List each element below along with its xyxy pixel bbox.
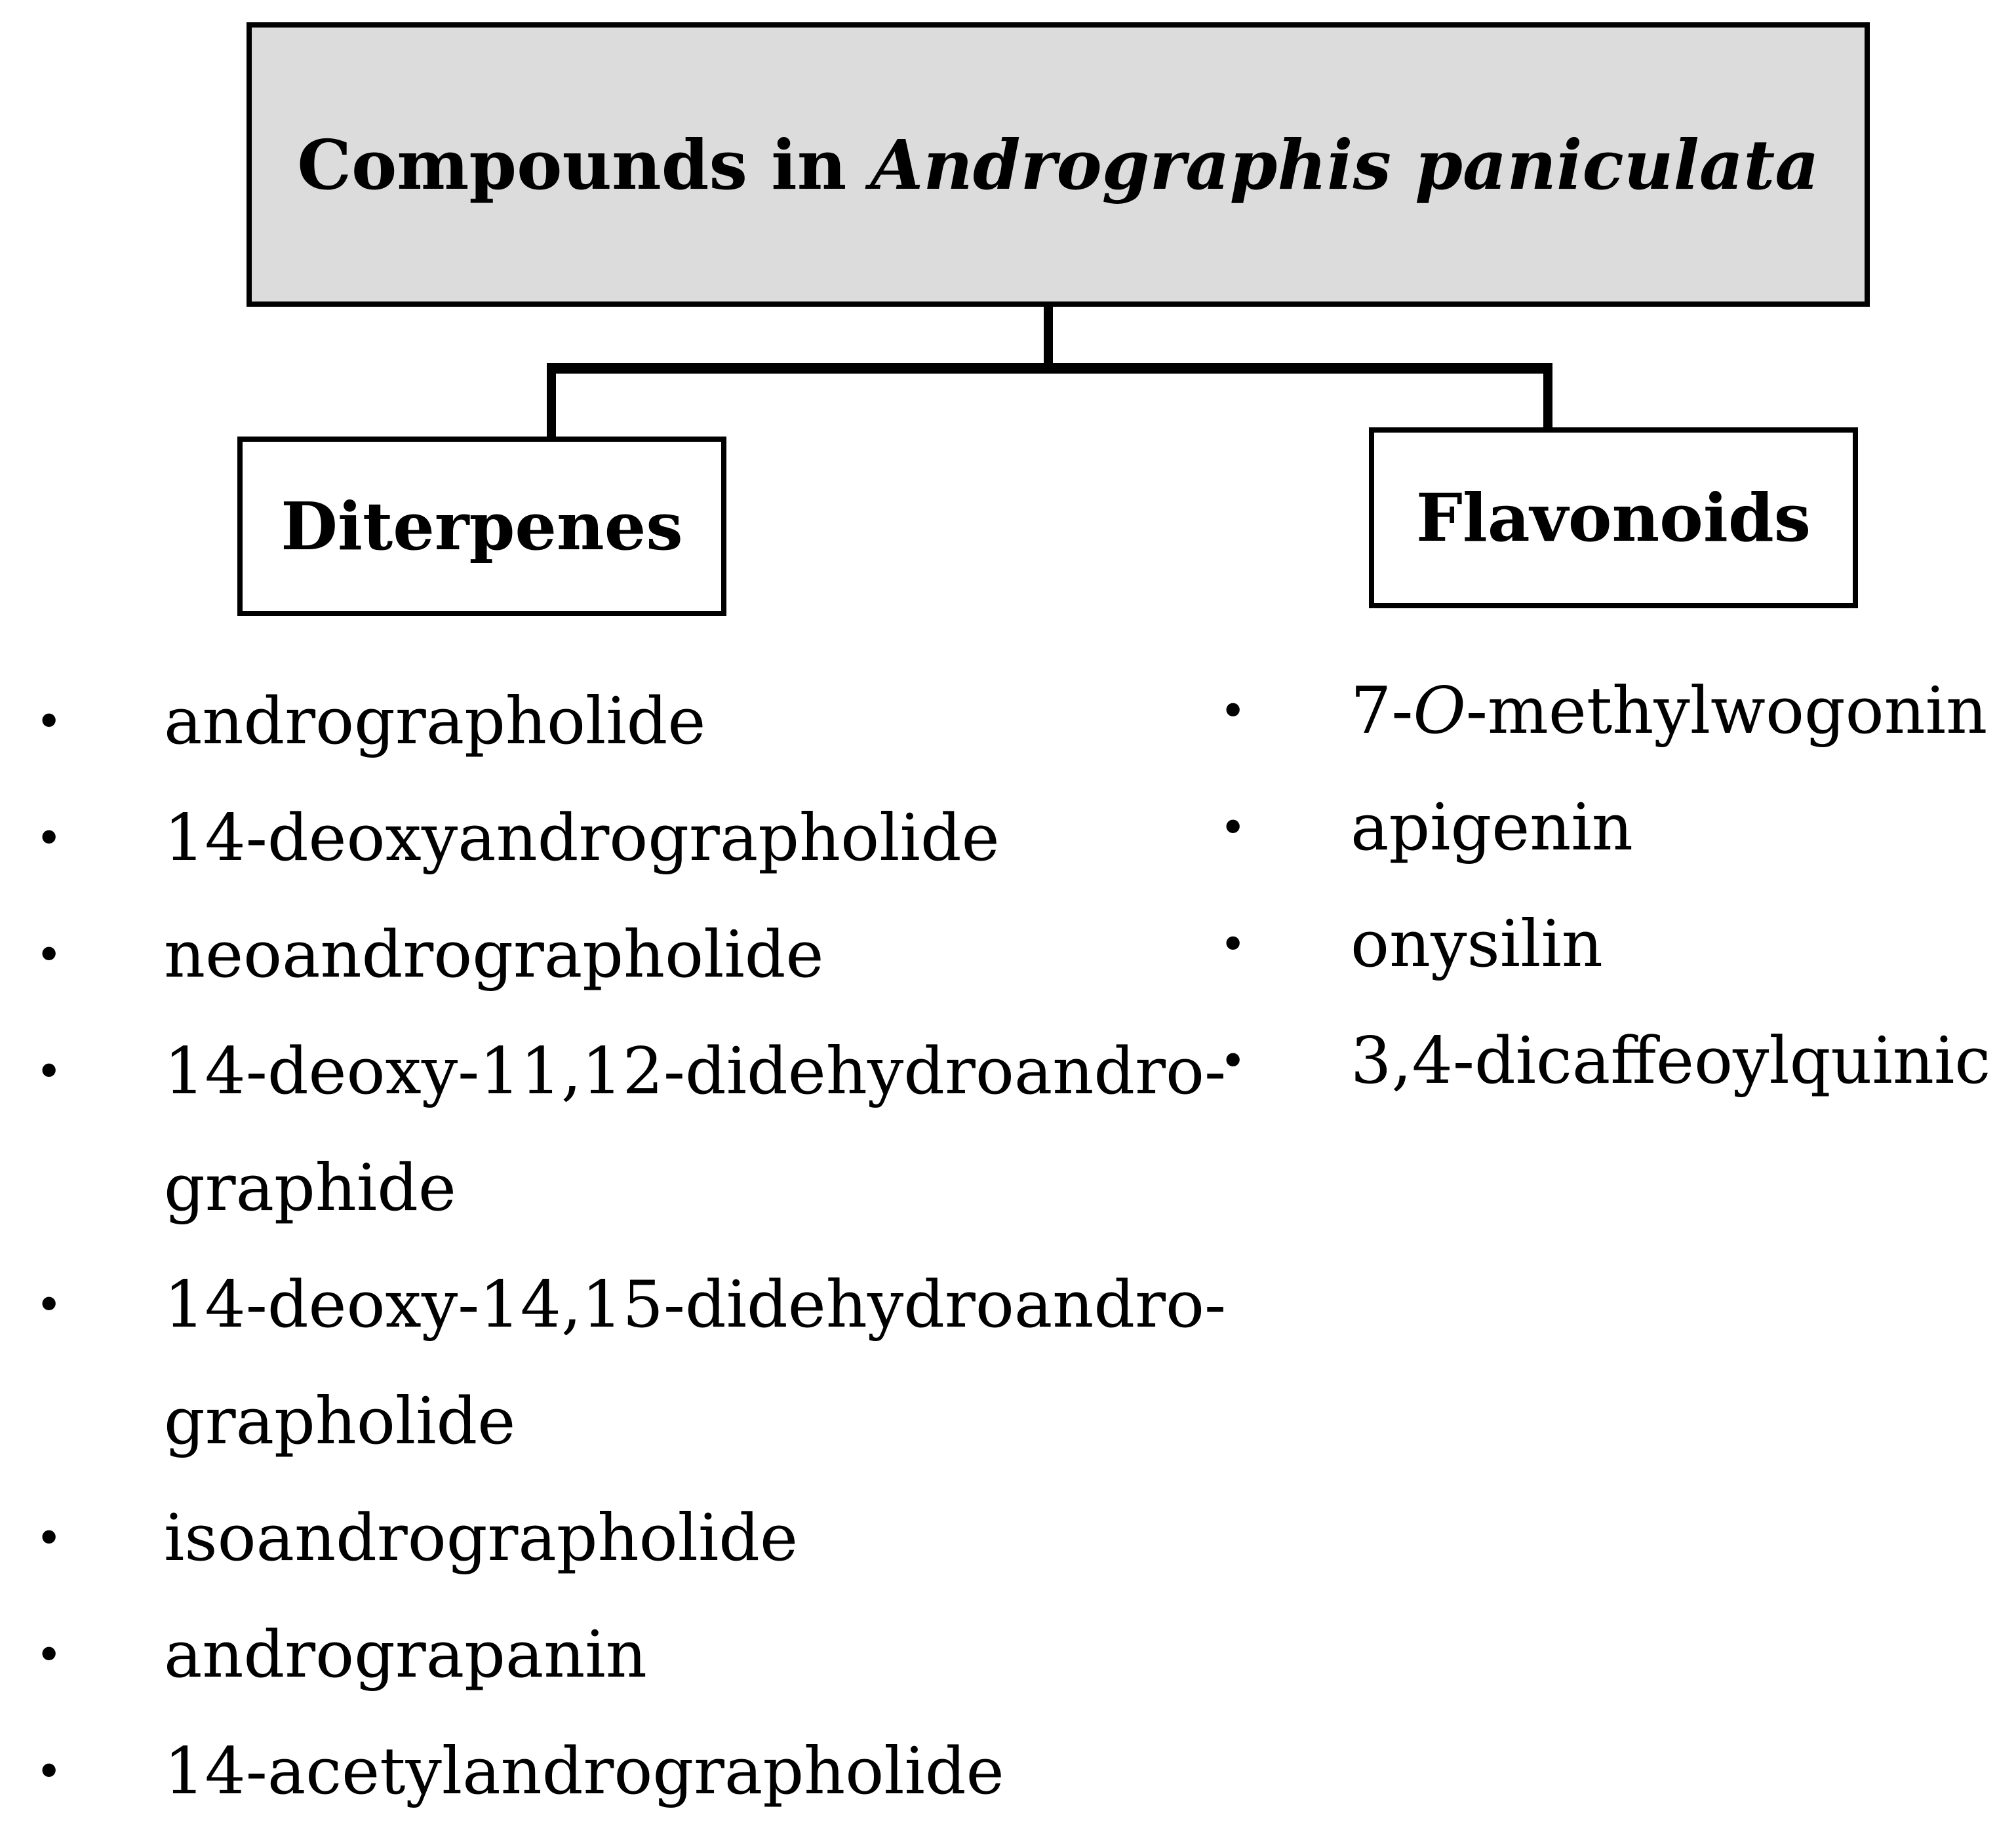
connector-root-stem (1044, 304, 1053, 367)
list-item (1193, 653, 2016, 769)
list-item-continuation (0, 1363, 1219, 1480)
root-title-species: Andrographis paniculata (870, 124, 1819, 205)
bullet-icon: • (35, 695, 63, 749)
bullet-icon: • (35, 1045, 63, 1099)
connector-horizontal (547, 363, 1552, 374)
list-item (0, 897, 1219, 1013)
bullet-icon: • (35, 1511, 63, 1565)
bullet-icon: • (35, 1745, 63, 1799)
connector-right-branch (1543, 364, 1552, 430)
diterpene-name: andrographolide (164, 684, 706, 759)
flavonoid-name-prefix: 7- (1351, 674, 1413, 749)
flavonoid-name (1351, 653, 1987, 769)
list-item (0, 663, 1219, 780)
flavonoids-label: Flavonoids (1415, 479, 1811, 556)
list-item-continuation (0, 1130, 1219, 1247)
connector-left-branch (547, 364, 556, 439)
diterpene-name-continuation: graphide (164, 1151, 456, 1226)
list-item (1193, 769, 2016, 886)
bullet-icon: • (35, 928, 63, 982)
list-item (1193, 1003, 2016, 1119)
diterpenes-node (237, 437, 726, 616)
list-item (0, 1247, 1227, 1363)
diterpene-name: isoandrographolide (164, 1501, 799, 1576)
flavonoid-name-italic: O (1413, 674, 1466, 749)
bullet-icon: • (1219, 801, 1247, 855)
bullet-icon: • (1219, 684, 1247, 738)
list-item (0, 780, 1219, 897)
bullet-icon: • (35, 811, 63, 865)
list-item (0, 1480, 1219, 1597)
flavonoids-node (1369, 427, 1858, 608)
root-title-prefix: Compounds in (297, 124, 847, 205)
list-item (0, 1713, 1219, 1830)
diterpene-name: 14-acetylandrographolide (164, 1734, 1004, 1809)
flavonoid-name: 3,4-dicaffeoylquinic (1351, 1024, 1991, 1099)
list-item (0, 1013, 1227, 1130)
flavonoids-list (1193, 653, 2016, 1119)
flavonoid-name: apigenin (1351, 790, 1633, 865)
diterpenes-list (0, 663, 1227, 1830)
bullet-icon: • (35, 1628, 63, 1682)
bullet-icon: • (35, 1278, 63, 1332)
diterpene-name-continuation: grapholide (164, 1384, 516, 1459)
diterpenes-label: Diterpenes (281, 488, 683, 565)
bullet-icon: • (1219, 1034, 1247, 1088)
diterpene-name: 14-deoxy-11,12-didehydroandro- (164, 1034, 1227, 1109)
diterpene-name: neoandrographolide (164, 918, 824, 992)
list-item (1193, 886, 2016, 1003)
diterpene-name: 14-deoxyandrographolide (164, 801, 1000, 876)
diterpene-name: andrograpanin (164, 1618, 647, 1692)
list-item (0, 1597, 1219, 1713)
bullet-icon: • (1219, 918, 1247, 971)
root-node (247, 22, 1870, 307)
flavonoid-name-suffix: -methylwogonin (1465, 674, 1988, 749)
diterpene-name: 14-deoxy-14,15-didehydroandro- (164, 1268, 1227, 1342)
flavonoid-name: onysilin (1351, 907, 1603, 982)
